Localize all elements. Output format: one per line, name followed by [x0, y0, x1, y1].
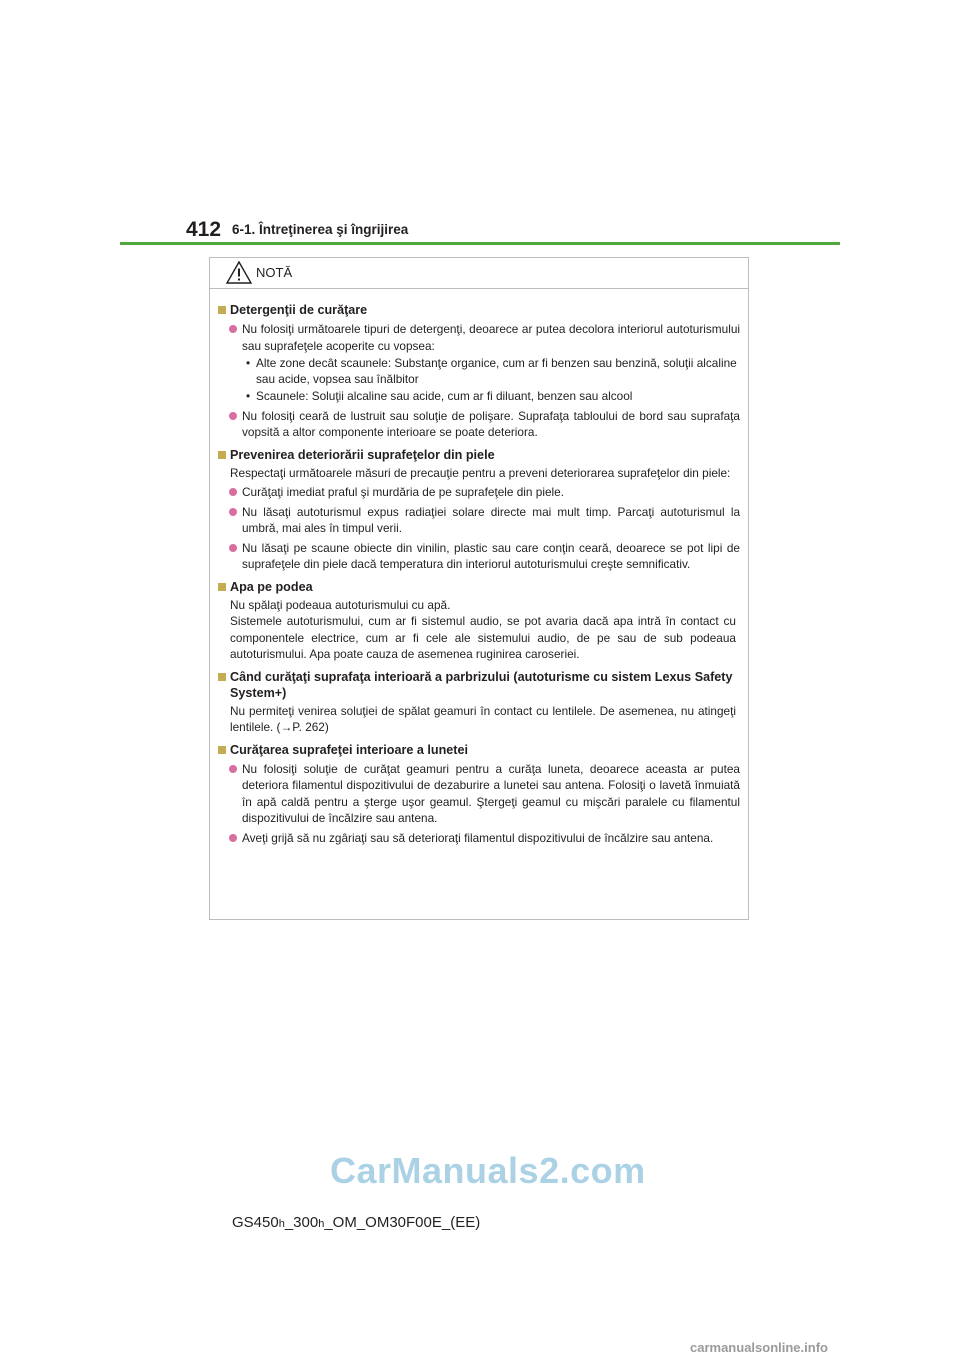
list-item: Nu folosiţi ceară de lustruit sau soluţie de polişare. Suprafaţa tabloului de bord sau suprafaţa vopsită a altor componente interioare se poate deteriora.	[218, 408, 740, 441]
topic-leather	[218, 447, 740, 573]
square-bullet-icon	[218, 306, 226, 314]
watermark-corner: carmanualsonline.info	[690, 1340, 828, 1355]
list-item: Nu lăsaţi autoturismul expus radiaţiei solare directe mai mult timp. Parcaţi autoturismul la umbră, mai ales în timpul verii.	[218, 504, 740, 537]
topic-title: Detergenţii de curăţare	[218, 302, 740, 318]
list-item: Aveţi grijă să nu zgâriaţi sau să deterioraţi filamentul dispozitivului de încălzire sau antena.	[218, 830, 740, 847]
topic-floor-water	[218, 579, 740, 663]
list-item: Nu lăsaţi pe scaune obiecte din vinilin, plastic sau care conţin ceară, deoarece se pot lipi de suprafeţele din piele dacă temperatura din interiorul autoturismului creşte semnificativ.	[218, 540, 740, 573]
watermark: CarManuals2.com	[330, 1150, 646, 1191]
dot-bullet-icon	[229, 488, 237, 496]
dot-bullet-icon	[229, 412, 237, 420]
notice-label: NOTĂ	[256, 265, 293, 280]
sub-list-item: • Scaunele: Soluţii alcaline sau acide, cum ar fi diluant, benzen sau alcool	[246, 389, 633, 403]
dot-bullet-icon	[229, 508, 237, 516]
page-number: 412	[186, 218, 222, 241]
square-bullet-icon	[218, 746, 226, 754]
topic-title: Când curăţaţi suprafaţa interioară a parbrizului (autoturisme cu sistem Lexus Safety System+)	[218, 669, 740, 701]
paragraph: Sistemele autoturismului, cum ar fi sistemul audio, se pot avaria dacă apa intră în contact cu componentele electrice, cum ar fi cele ale sistemului audio, de pe sau de sub podeaua autoturismului. Apa poate cauza de asemenea ruginirea caroseriei.	[230, 614, 736, 661]
square-bullet-icon	[218, 583, 226, 591]
section-title: 6-1. Întreţinerea şi îngrijirea	[232, 222, 409, 237]
dot-bullet-icon	[229, 765, 237, 773]
topic-rear-window	[218, 742, 740, 847]
list-item: Nu folosiţi soluţie de curăţat geamuri pentru a curăţa luneta, deoarece aceasta ar putea deteriora filamentul dispozitivului de dezaburire a lunetei sau antena. Folosiţi o lavetă înmuiată în apă caldă pentru a şterge uşor geamul. Ştergeţi geamul cu mişcări paralele cu filamentul dispozitivului de încălzire sau antena.	[218, 761, 740, 827]
square-bullet-icon	[218, 673, 226, 681]
topic-title: Prevenirea deteriorării suprafeţelor din piele	[218, 447, 740, 463]
sub-bullet-icon: •	[246, 356, 251, 370]
dot-bullet-icon	[229, 325, 237, 333]
notice-header	[210, 258, 748, 289]
topic-title: Apa pe podea	[218, 579, 740, 595]
sub-list-item: • Alte zone decât scaunele: Substanţe organice, cum ar fi benzen sau benzină, soluţii alcaline sau acide, vopsea sau înălbitor	[246, 356, 737, 386]
square-bullet-icon	[218, 451, 226, 459]
list-item: Curăţaţi imediat praful şi murdăria de pe suprafeţele din piele.	[218, 484, 740, 501]
paragraph: Nu permiteţi venirea soluţiei de spălat geamuri în contact cu lentilele. De asemenea, nu atingeţi lentilele. (→P. 262)	[230, 703, 736, 734]
dot-bullet-icon	[229, 834, 237, 842]
sub-bullet-icon: •	[246, 389, 251, 403]
list-item: Nu folosiţi următoarele tipuri de detergenţi, deoarece ar putea decolora interiorul autoturismului sau suprafeţele acoperite cu vopsea:	[218, 321, 740, 354]
warning-icon	[226, 261, 252, 284]
topic-detergents	[218, 302, 740, 441]
topic-title: Curăţarea suprafeţei interioare a lunetei	[218, 742, 740, 758]
dot-bullet-icon	[229, 544, 237, 552]
header-rule	[120, 242, 840, 245]
notice-body	[210, 289, 748, 846]
paragraph: Nu spălaţi podeaua autoturismului cu apă.	[230, 597, 451, 612]
notice-box	[209, 257, 749, 920]
document-code: GS450h_300h_OM_OM30F00E_(EE)	[232, 1214, 481, 1231]
paragraph: Respectaţi următoarele măsuri de precauţie pentru a preveni deteriorarea suprafeţelor din piele:	[230, 465, 731, 480]
topic-windshield	[218, 669, 740, 736]
